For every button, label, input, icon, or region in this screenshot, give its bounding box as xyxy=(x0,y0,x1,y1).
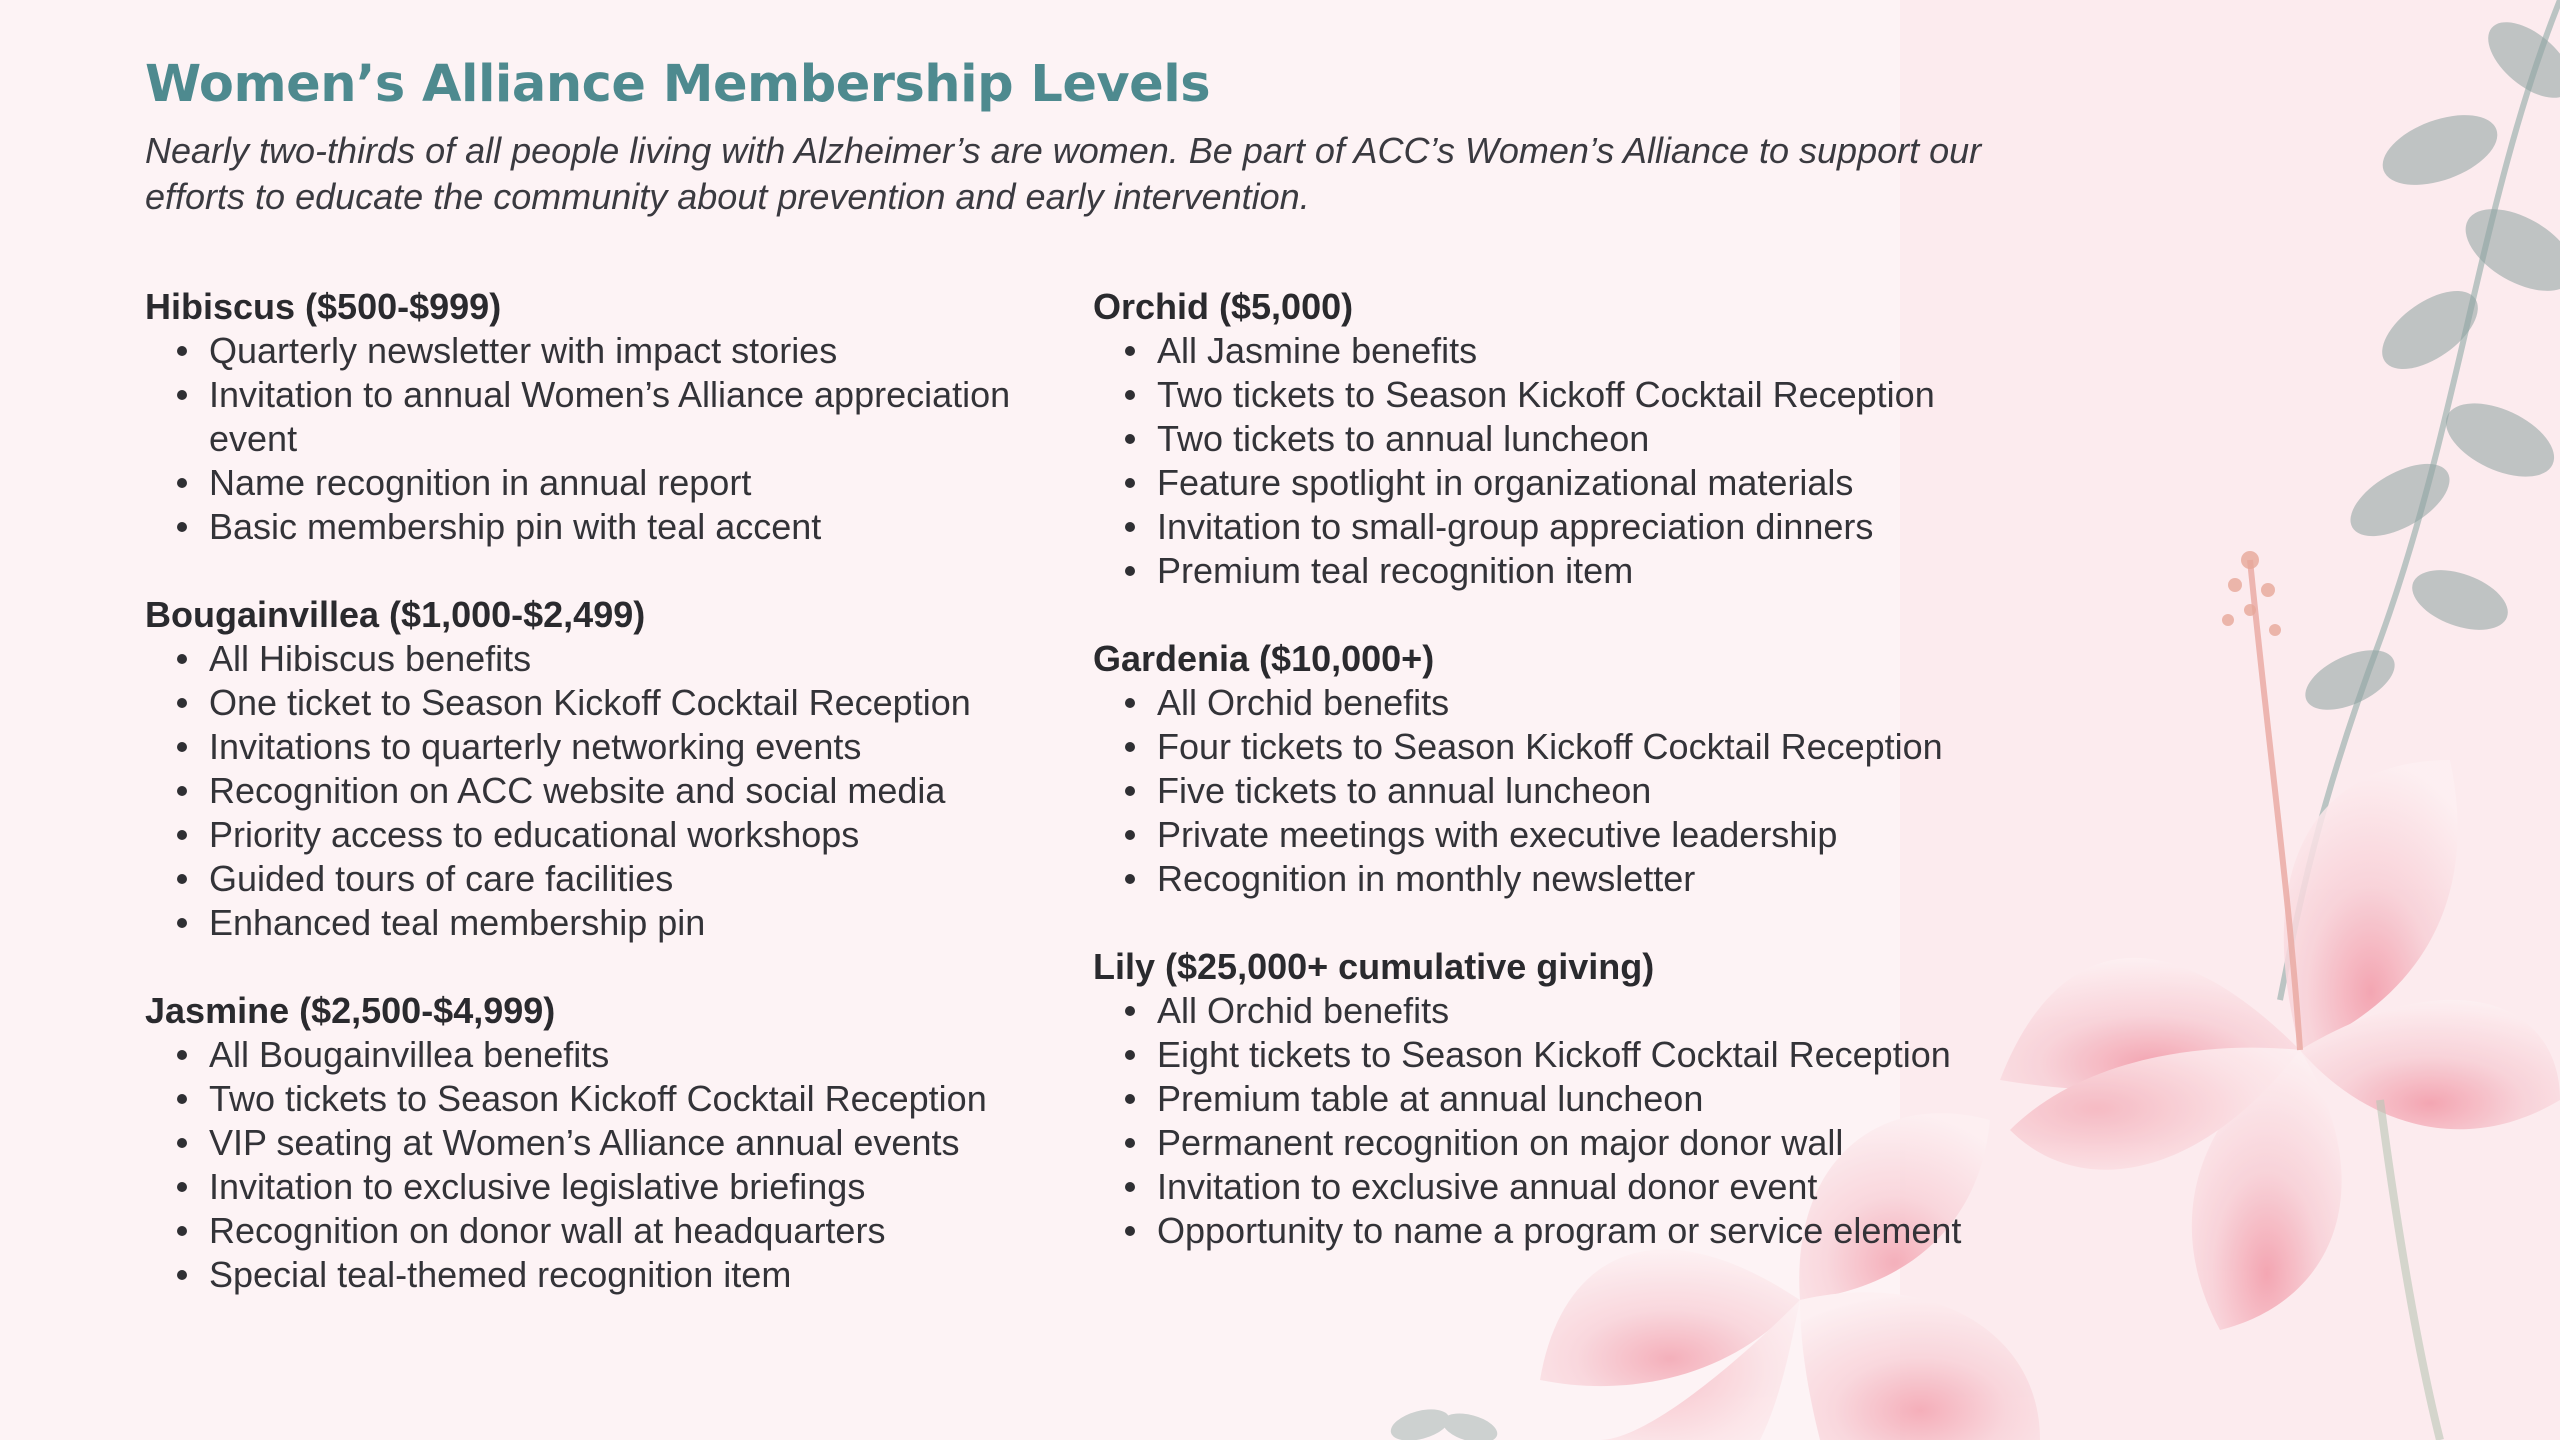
benefit-item: All Bougainvillea benefits xyxy=(145,1033,1045,1077)
benefit-item: Feature spotlight in organizational materials xyxy=(1093,461,2053,505)
benefit-item: VIP seating at Women’s Alliance annual events xyxy=(145,1121,1045,1165)
benefit-item: Eight tickets to Season Kickoff Cocktail Reception xyxy=(1093,1033,2053,1077)
benefit-item: Two tickets to Season Kickoff Cocktail Reception xyxy=(1093,373,2053,417)
benefit-item: Permanent recognition on major donor wall xyxy=(1093,1121,2053,1165)
benefit-list xyxy=(145,1033,1045,1297)
level-title: Hibiscus ($500-$999) xyxy=(145,286,502,327)
level-lily xyxy=(1093,945,2053,1253)
level-gardenia xyxy=(1093,637,2053,901)
benefit-item: Invitation to annual Women’s Alliance appreciation event xyxy=(145,373,1045,461)
benefit-item: Guided tours of care facilities xyxy=(145,857,1045,901)
benefit-item: Invitations to quarterly networking events xyxy=(145,725,1045,769)
benefit-item: Priority access to educational workshops xyxy=(145,813,1045,857)
benefit-item: Invitation to exclusive legislative briefings xyxy=(145,1165,1045,1209)
benefit-item: Special teal-themed recognition item xyxy=(145,1253,1045,1297)
benefit-item: Recognition in monthly newsletter xyxy=(1093,857,2053,901)
benefit-item: All Orchid benefits xyxy=(1093,989,2053,1033)
level-jasmine xyxy=(145,989,1045,1297)
page-subtitle: Nearly two-thirds of all people living with Alzheimer’s are women. Be part of ACC’s Women’s Alliance to support our efforts to educate the community about prevention and early intervention. xyxy=(145,130,1982,217)
level-title: Jasmine ($2,500-$4,999) xyxy=(145,990,556,1031)
benefit-list xyxy=(145,329,1045,549)
benefit-item: Two tickets to annual luncheon xyxy=(1093,417,2053,461)
benefit-item: Four tickets to Season Kickoff Cocktail Reception xyxy=(1093,725,2053,769)
benefit-list xyxy=(1093,989,2053,1253)
benefit-list xyxy=(1093,329,2053,593)
benefit-item: Recognition on ACC website and social media xyxy=(145,769,1045,813)
benefit-item: Five tickets to annual luncheon xyxy=(1093,769,2053,813)
benefit-item: All Orchid benefits xyxy=(1093,681,2053,725)
level-hibiscus xyxy=(145,285,1045,549)
benefit-item: Basic membership pin with teal accent xyxy=(145,505,1045,549)
benefit-item: One ticket to Season Kickoff Cocktail Reception xyxy=(145,681,1045,725)
benefit-item: Premium teal recognition item xyxy=(1093,549,2053,593)
page-title: Women’s Alliance Membership Levels xyxy=(145,55,1211,114)
level-title: Orchid ($5,000) xyxy=(1093,286,1354,327)
benefit-item: Recognition on donor wall at headquarters xyxy=(145,1209,1045,1253)
benefit-item: Two tickets to Season Kickoff Cocktail Reception xyxy=(145,1077,1045,1121)
benefit-item: All Jasmine benefits xyxy=(1093,329,2053,373)
benefit-item: Premium table at annual luncheon xyxy=(1093,1077,2053,1121)
benefit-item: All Hibiscus benefits xyxy=(145,637,1045,681)
benefit-item: Invitation to exclusive annual donor event xyxy=(1093,1165,2053,1209)
benefit-item: Enhanced teal membership pin xyxy=(145,901,1045,945)
benefit-item: Invitation to small-group appreciation dinners xyxy=(1093,505,2053,549)
levels-column-right xyxy=(1093,285,2053,1297)
level-title: Gardenia ($10,000+) xyxy=(1093,638,1435,679)
benefit-list xyxy=(145,637,1045,945)
level-orchid xyxy=(1093,285,2053,593)
level-title: Bougainvillea ($1,000-$2,499) xyxy=(145,594,646,635)
level-title: Lily ($25,000+ cumulative giving) xyxy=(1093,946,1655,987)
benefit-item: Opportunity to name a program or service element xyxy=(1093,1209,2053,1253)
benefit-list xyxy=(1093,681,2053,901)
page-content xyxy=(145,55,2065,1295)
benefit-item: Private meetings with executive leadership xyxy=(1093,813,2053,857)
benefit-item: Quarterly newsletter with impact stories xyxy=(145,329,1045,373)
level-bougainvillea xyxy=(145,593,1045,945)
benefit-item: Name recognition in annual report xyxy=(145,461,1045,505)
levels-column-left xyxy=(145,285,1045,1341)
